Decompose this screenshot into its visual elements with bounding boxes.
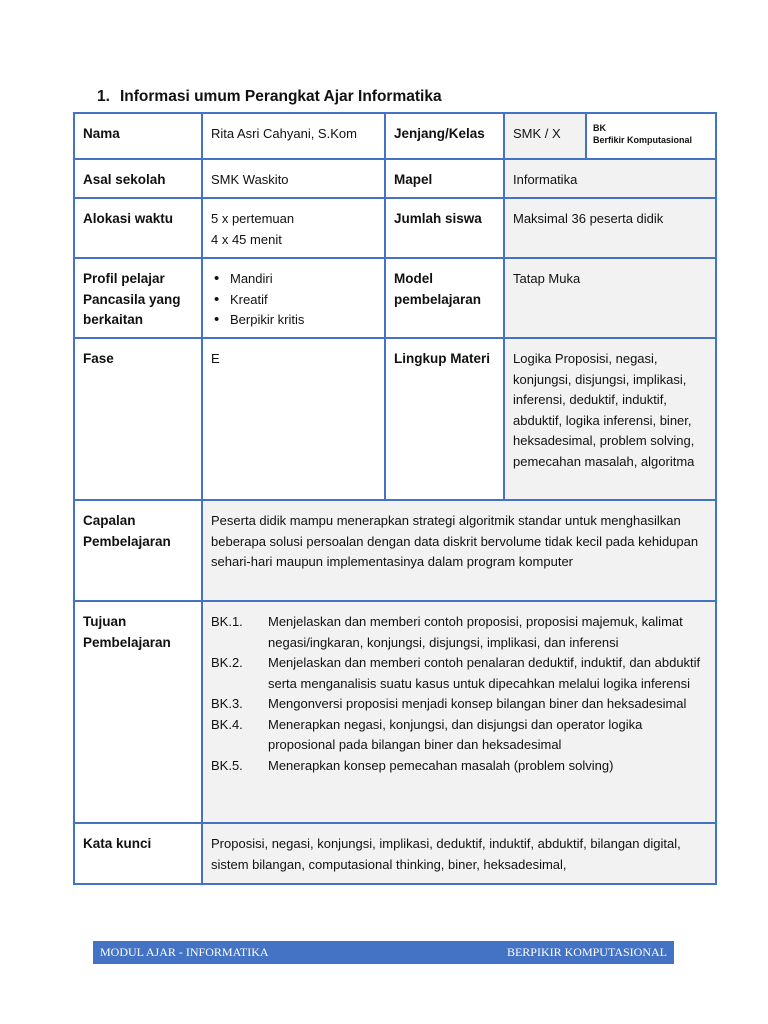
list-item bbox=[211, 612, 707, 653]
tujuan-code: BK.3. bbox=[211, 696, 243, 711]
alokasi-line: 4 x 45 menit bbox=[211, 231, 282, 247]
kata-kunci-label: Kata kunci bbox=[74, 823, 202, 884]
bk-code: BK bbox=[593, 123, 606, 133]
fase-label: Fase bbox=[74, 338, 202, 500]
list-item bbox=[211, 694, 707, 715]
footer-left: MODUL AJAR - INFORMATIKA bbox=[100, 945, 269, 959]
mapel-value: Informatika bbox=[504, 159, 716, 198]
row-fase bbox=[74, 338, 716, 500]
list-item bbox=[211, 756, 707, 777]
tujuan-label: Tujuan Pembelajaran bbox=[74, 601, 202, 823]
kata-kunci-value: Proposisi, negasi, konjungsi, implikasi, deduktif, induktif, abduktif, bilangan digital, sistem bilangan, computasional thinking, biner, heksadesimal, bbox=[202, 823, 716, 884]
row-kata-kunci bbox=[74, 823, 716, 884]
capaian-label: Capalan Pembelajaran bbox=[74, 500, 202, 601]
footer-right: BERPIKIR KOMPUTASIONAL bbox=[506, 945, 667, 959]
row-capaian bbox=[74, 500, 716, 601]
heading-title: Informasi umum Perangkat Ajar Informatika bbox=[120, 88, 442, 105]
profil-value bbox=[202, 258, 385, 338]
tujuan-text: Menjelaskan dan memberi contoh penalaran deduktif, induktif, dan abduktif serta menganalisis suatu kasus untuk dipecahkan melalui logika inferensi bbox=[268, 655, 701, 691]
info-table bbox=[73, 112, 717, 885]
jumlah-label: Jumlah siswa bbox=[385, 198, 504, 258]
jenjang-value: SMK / X bbox=[504, 113, 586, 159]
jenjang-label: Jenjang/Kelas bbox=[385, 113, 504, 159]
row-tujuan bbox=[74, 601, 716, 823]
tujuan-code: BK.1. bbox=[211, 614, 243, 629]
list-item bbox=[211, 715, 707, 756]
tujuan-text: Menerapkan negasi, konjungsi, dan disjungsi dan operator logika proposional pada bilangan biner dan heksadesimal bbox=[268, 716, 643, 752]
capaian-value: Peserta didik mampu menerapkan strategi algoritmik standar untuk menghasilkan beberapa solusi persoalan dengan data diskrit bervolume tidak kecil pada kehidupan sehari-hari maupun implementasinya dalam program komputer bbox=[202, 500, 716, 601]
row-profil bbox=[74, 258, 716, 338]
nama-label: Nama bbox=[74, 113, 202, 159]
lingkup-label: Lingkup Materi bbox=[385, 338, 504, 500]
nama-value: Rita Asri Cahyani, S.Kom bbox=[202, 113, 385, 159]
mapel-label: Mapel bbox=[385, 159, 504, 198]
row-alokasi bbox=[74, 198, 716, 258]
tujuan-text: Menjelaskan dan memberi contoh proposisi, proposisi majemuk, kalimat negasi/ingkaran, konjungsi, disjungsi, implikasi, dan inferensi bbox=[268, 614, 683, 650]
profil-list bbox=[211, 269, 376, 331]
bk-cell bbox=[586, 113, 716, 159]
asal-label: Asal sekolah bbox=[74, 159, 202, 198]
tujuan-text: Mengonversi proposisi menjadi konsep bilangan biner dan heksadesimal bbox=[268, 696, 687, 711]
tujuan-value bbox=[202, 601, 716, 823]
bk-name: Berfikir Komputasional bbox=[593, 135, 693, 145]
lingkup-value: Logika Proposisi, negasi, konjungsi, disjungsi, implikasi, inferensi, deduktif, induktif, abduktif, logika inferensi, biner, heksadesimal, problem solving, pemecahan masalah, algoritma bbox=[504, 338, 716, 500]
asal-value: SMK Waskito bbox=[202, 159, 385, 198]
page-footer bbox=[93, 941, 674, 964]
alokasi-value bbox=[202, 198, 385, 258]
list-item: • Kreatif bbox=[211, 290, 376, 311]
list-item bbox=[211, 653, 707, 694]
tujuan-code: BK.5. bbox=[211, 757, 243, 773]
tujuan-text: Menerapkan konsep pemecahan masalah (problem solving) bbox=[268, 757, 614, 773]
tujuan-code: BK.2. bbox=[211, 655, 243, 670]
profil-label: Profil pelajar Pancasila yang berkaitan bbox=[74, 258, 202, 338]
model-label: Model pembelajaran bbox=[385, 258, 504, 338]
row-nama bbox=[74, 113, 716, 159]
fase-value: E bbox=[202, 338, 385, 500]
alokasi-line: 5 x pertemuan bbox=[211, 211, 295, 226]
list-item: • Mandiri bbox=[211, 269, 376, 290]
tujuan-code: BK.4. bbox=[211, 716, 243, 732]
row-asal bbox=[74, 159, 716, 198]
heading-number: 1. bbox=[97, 88, 110, 105]
jumlah-value: Maksimal 36 peserta didik bbox=[504, 198, 716, 258]
list-item: • Berpikir kritis bbox=[211, 310, 376, 331]
alokasi-label: Alokasi waktu bbox=[74, 198, 202, 258]
section-heading bbox=[97, 88, 442, 106]
model-value: Tatap Muka bbox=[504, 258, 716, 338]
